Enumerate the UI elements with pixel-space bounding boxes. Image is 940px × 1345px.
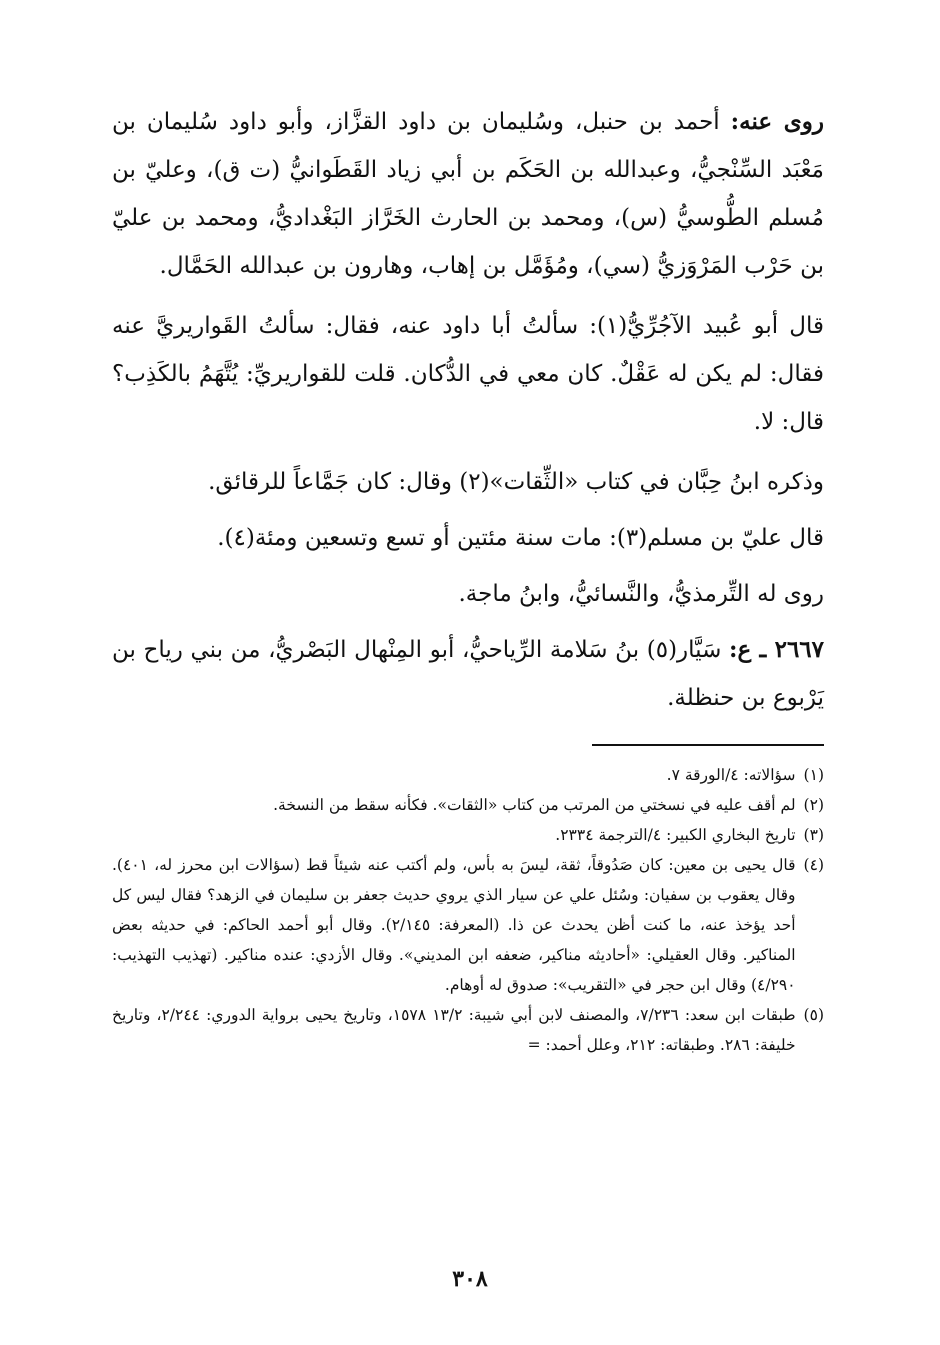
footnote-3 bbox=[112, 820, 824, 850]
footnote-mark: (٢) bbox=[803, 796, 824, 814]
entry-number: ٢٦٦٧ ـ ع: bbox=[729, 636, 825, 663]
narrated-by-paragraph: روى له التِّرمذيُّ، والنَّسائيُّ، وابنُ ماجة. bbox=[458, 581, 824, 607]
footnote-mark: (٣) bbox=[803, 826, 824, 844]
footnote-1 bbox=[112, 760, 824, 790]
narrators-paragraph bbox=[112, 98, 824, 290]
footnote-text: لم أقف عليه في نسختي من المرتب من كتاب «الثقات». فكأنه سقط من النسخة. bbox=[273, 796, 796, 814]
narrators-text: أحمد بن حنبل، وسُليمان بن داود القزَّاز، وأبو داود سُليمان بن مَعْبَد السِّنْجيُّ، وعبدالله بن الحَكَم بن أبي زياد القَطَوانيُّ (ت ق)، وعليّ بن مُسلم الطُّوسيُّ (س)، ومحمد بن الحارث الخَرَّاز البَغْداديُّ، ومحمد بن عليّ بن حَرْب المَرْوَزيُّ (سي)، ومُؤَمَّل بن إهاب، وهارون بن عبدالله الحَمَّال. bbox=[112, 109, 824, 279]
page-body bbox=[112, 98, 824, 1060]
footnote-text: قال يحيى بن معين: كان صَدُوقاً، ثقة، ليسَ به بأس، ولم أكتب عنه شيئاً قط (سؤالات ابن محرز له، ٤٠١). وقال يعقوب بن سفيان: وسُئل علي عن سيار الذي يروي حديث جعفر بن سليمان في الزهد؟ فقال ليس كل أحد يؤخذ عنه، ما كنت أظن يحدث عن ذا. (المعرفة: ٢/١٤٥). وقال أبو أحمد الحاكم: في حديثه بعض المناكير. وقال العقيلي: «أحاديثه مناكير، ضعفه ابن المديني». وقال الأزدي: عنده مناكير. (تهذيب التهذيب: ٤/٢٩٠) وقال ابن حجر في «التقريب»: صدوق له أوهام. bbox=[112, 856, 796, 994]
entry-heading-paragraph bbox=[112, 626, 824, 722]
footnote-mark: (١) bbox=[803, 766, 824, 784]
footnote-mark: (٥) bbox=[803, 1006, 824, 1024]
page-number: ٣٠٨ bbox=[452, 1266, 488, 1292]
ajurri-quote-paragraph: قال أبو عُبيد الآجُرِّيُّ(١): سألتُ أبا داود عنه، فقال: سألتُ القَواريريَّ عنه فقال: لم يكن له عَقْلٌ. كان معي في الدُّكان. قلت للقواريريِّ: يُتَّهَمُ بالكَذِب؟ قال: لا. bbox=[112, 313, 824, 435]
footnote-4 bbox=[112, 850, 824, 1000]
main-text bbox=[112, 98, 824, 722]
footnote-text: تاريخ البخاري الكبير: ٤/الترجمة ٢٣٣٤. bbox=[555, 826, 796, 844]
narrators-label: روى عنه: bbox=[730, 108, 824, 135]
footnote-divider bbox=[592, 744, 824, 746]
footnote-mark: (٤) bbox=[803, 856, 824, 874]
entry-text: سَيَّار(٥) بنُ سَلامة الرِّياحيُّ، أبو المِنْهال البَصْريُّ، من بني رياح بن يَرْبوع بن حنظلة. bbox=[112, 637, 824, 711]
footnote-2 bbox=[112, 790, 824, 820]
footnote-text: طبقات ابن سعد: ٧/٢٣٦، والمصنف لابن أبي شيبة: ١٣/٢ ١٥٧٨، وتاريخ يحيى برواية الدوري: ٢/٢٤٤، وتاريخ خليفة: ٢٨٦. وطبقاته: ٢١٢، وعلل أحمد: = bbox=[112, 1006, 796, 1054]
footnotes bbox=[112, 760, 824, 1060]
footnote-5 bbox=[112, 1000, 824, 1060]
ibn-hibban-paragraph: وذكره ابنُ حِبَّان في كتاب «الثِّقات»(٢) وقال: كان جَمَّاعاً للرقائق. bbox=[208, 469, 824, 495]
footnote-text: سؤالاته: ٤/الورقة ٧. bbox=[666, 766, 796, 784]
death-date-paragraph: قال عليّ بن مسلم(٣): مات سنة مئتين أو تسع وتسعين ومئة(٤). bbox=[217, 525, 824, 551]
